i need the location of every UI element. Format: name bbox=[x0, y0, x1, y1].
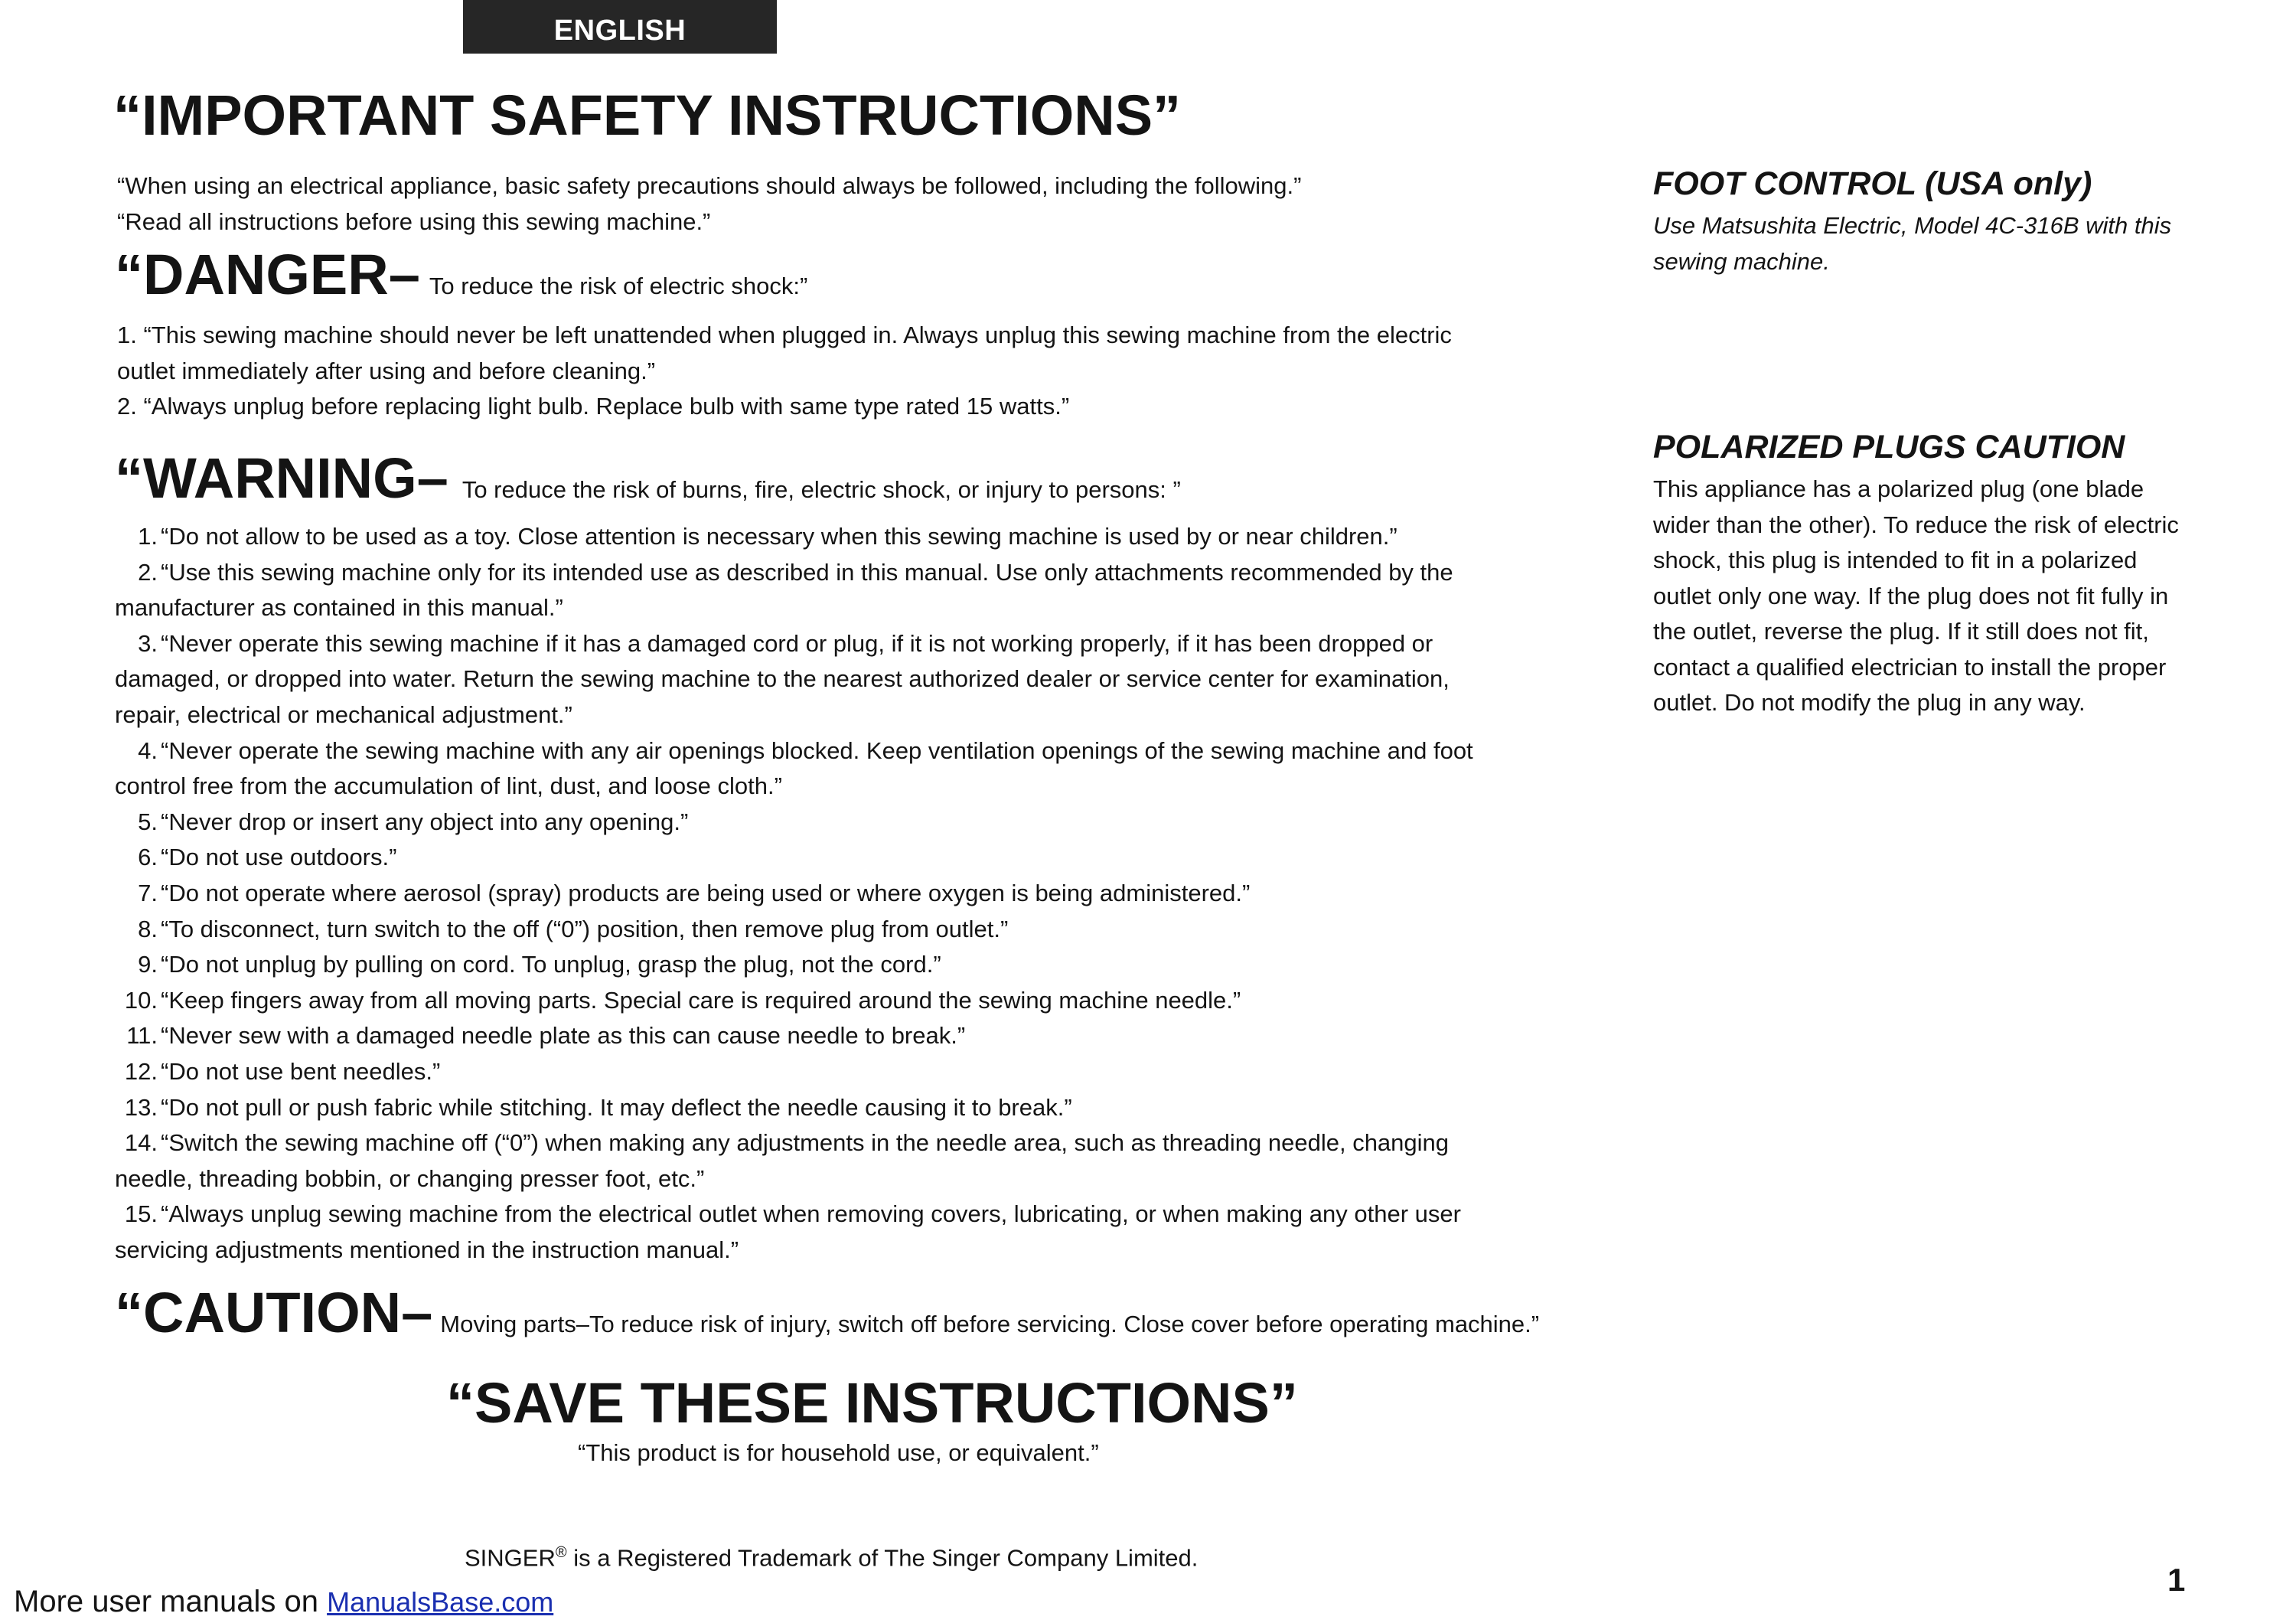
list-item bbox=[115, 733, 1473, 769]
caution-heading-row bbox=[115, 1280, 1539, 1345]
list-item-continuation: needle, threading bobbin, or changing presser foot, etc.” bbox=[115, 1164, 705, 1192]
intro-text bbox=[117, 168, 1301, 240]
foot-control-line: sewing machine. bbox=[1653, 247, 1830, 275]
danger-list bbox=[117, 318, 1452, 425]
item-number: 14. bbox=[124, 1129, 158, 1157]
danger-subtitle: To reduce the risk of electric shock:” bbox=[429, 273, 808, 299]
manualsbase-link[interactable]: ManualsBase.com bbox=[327, 1586, 554, 1618]
list-item bbox=[115, 1018, 1473, 1054]
item-number: 13. bbox=[124, 1093, 158, 1121]
polarized-line: This appliance has a polarized plug (one blade bbox=[1653, 475, 2144, 502]
polarized-line: contact a qualified electrician to install the proper bbox=[1653, 653, 2167, 681]
list-item bbox=[115, 947, 1473, 983]
caution-dash: – bbox=[401, 1281, 433, 1344]
list-item bbox=[115, 519, 1473, 555]
danger-heading-row bbox=[115, 242, 807, 307]
polarized-line: outlet. Do not modify the plug in any way. bbox=[1653, 689, 2086, 716]
language-tab: ENGLISH bbox=[463, 0, 777, 54]
list-item bbox=[115, 1197, 1473, 1233]
item-text: “Use this sewing machine only for its intended use as described in this manual. Use only attachments recommended by the bbox=[161, 558, 1453, 586]
list-item bbox=[115, 983, 1473, 1019]
list-item-continuation: outlet immediately after using and before cleaning.” bbox=[117, 357, 656, 384]
caution-subtitle: Moving parts–To reduce risk of injury, switch off before servicing. Close cover before operating machine.” bbox=[440, 1311, 1540, 1337]
list-item bbox=[115, 1125, 1473, 1161]
list-item-continuation: repair, electrical or mechanical adjustment.” bbox=[115, 700, 572, 728]
trademark-text: is a Registered Trademark of The Singer Company Limited. bbox=[566, 1544, 1199, 1572]
page-title: “IMPORTANT SAFETY INSTRUCTIONS” bbox=[113, 83, 1182, 147]
item-number: 2. bbox=[117, 393, 137, 420]
trademark-brand: SINGER bbox=[465, 1544, 556, 1572]
list-item bbox=[115, 805, 1473, 841]
item-text: “Do not pull or push fabric while stitching. It may deflect the needle causing it to break.” bbox=[161, 1093, 1072, 1121]
item-number: 3. bbox=[138, 629, 158, 657]
polarized-line: wider than the other). To reduce the risk of electric bbox=[1653, 511, 2179, 538]
item-text: “Always unplug sewing machine from the electrical outlet when removing covers, lubricating, or when making any other user bbox=[161, 1200, 1461, 1228]
item-number: 15. bbox=[124, 1200, 158, 1228]
item-text: “This sewing machine should never be left unattended when plugged in. Always unplug this sewing machine from the electric bbox=[143, 322, 1452, 348]
warning-heading: “WARNING bbox=[115, 446, 417, 510]
warning-dash: – bbox=[416, 446, 448, 510]
caution-heading: “CAUTION bbox=[115, 1281, 402, 1344]
polarized-line: outlet only one way. If the plug does not fit fully in bbox=[1653, 582, 2169, 609]
item-text: “Never drop or insert any object into any opening.” bbox=[161, 808, 689, 835]
polarized-plugs-text bbox=[1653, 472, 2235, 721]
item-text: “Keep fingers away from all moving parts. Special care is required around the sewing machine needle.” bbox=[161, 986, 1241, 1014]
item-text: “Never operate this sewing machine if it has a damaged cord or plug, if it is not working properly, if it has been dropped or bbox=[161, 629, 1433, 657]
save-instructions-subtitle: “This product is for household use, or equivalent.” bbox=[578, 1439, 1099, 1466]
list-item bbox=[115, 1090, 1473, 1126]
list-item bbox=[115, 555, 1473, 591]
intro-line: “When using an electrical appliance, basic safety precautions should always be followed, including the following.” bbox=[117, 172, 1302, 199]
item-number: 10. bbox=[124, 986, 158, 1014]
danger-dash: – bbox=[388, 243, 420, 306]
item-number: 7. bbox=[138, 879, 158, 906]
item-text: “Do not allow to be used as a toy. Close attention is necessary when this sewing machine is used by or near children.” bbox=[161, 523, 1397, 550]
list-item bbox=[117, 389, 1452, 425]
list-item-continuation: control free from the accumulation of lint, dust, and loose cloth.” bbox=[115, 772, 782, 800]
item-number: 2. bbox=[138, 558, 158, 586]
item-number: 12. bbox=[124, 1057, 158, 1085]
foot-control-title: FOOT CONTROL (USA only) bbox=[1653, 165, 2092, 202]
intro-line: “Read all instructions before using this sewing machine.” bbox=[117, 207, 711, 235]
item-text: “To disconnect, turn switch to the off (“0”) position, then remove plug from outlet.” bbox=[161, 915, 1009, 942]
footer bbox=[14, 1585, 553, 1619]
item-number: 4. bbox=[138, 736, 158, 764]
item-text: “Do not use outdoors.” bbox=[161, 844, 397, 871]
foot-control-line: Use Matsushita Electric, Model 4C-316B with this bbox=[1653, 212, 2172, 239]
warning-subtitle: To reduce the risk of burns, fire, electric shock, or injury to persons: ” bbox=[461, 476, 1181, 503]
polarized-plugs-title: POLARIZED PLUGS CAUTION bbox=[1653, 429, 2125, 465]
item-text: “Do not unplug by pulling on cord. To unplug, grasp the plug, not the cord.” bbox=[161, 951, 941, 978]
list-item bbox=[115, 912, 1473, 948]
item-text: “Always unplug before replacing light bulb. Replace bulb with same type rated 15 watts.” bbox=[143, 393, 1070, 420]
warning-list bbox=[115, 519, 1473, 1268]
item-number: 8. bbox=[138, 915, 158, 942]
item-text: “Switch the sewing machine off (“0”) when making any adjustments in the needle area, such as threading needle, changing bbox=[161, 1129, 1450, 1157]
page-number: 1 bbox=[2167, 1562, 2186, 1598]
list-item-continuation: manufacturer as contained in this manual.” bbox=[115, 594, 563, 622]
registered-mark: ® bbox=[555, 1544, 567, 1561]
item-number: 1. bbox=[138, 523, 158, 550]
list-item-continuation: damaged, or dropped into water. Return the sewing machine to the nearest authorized dealer or service center for examination, bbox=[115, 665, 1450, 693]
danger-heading: “DANGER bbox=[115, 243, 389, 306]
item-number: 5. bbox=[138, 808, 158, 835]
item-number: 1. bbox=[117, 322, 137, 348]
save-instructions-title: “SAVE THESE INSTRUCTIONS” bbox=[446, 1371, 1298, 1435]
list-item bbox=[115, 626, 1473, 662]
warning-heading-row bbox=[115, 446, 1181, 511]
item-number: 6. bbox=[138, 844, 158, 871]
item-text: “Do not operate where aerosol (spray) products are being used or where oxygen is being administered.” bbox=[161, 879, 1251, 906]
list-item bbox=[117, 318, 1452, 354]
item-text: “Never sew with a damaged needle plate as this can cause needle to break.” bbox=[161, 1022, 966, 1050]
footer-prefix: More user manuals on bbox=[14, 1585, 328, 1618]
item-number: 11. bbox=[126, 1022, 158, 1050]
list-item-continuation: servicing adjustments mentioned in the instruction manual.” bbox=[115, 1236, 739, 1263]
polarized-line: the outlet, reverse the plug. If it still does not fit, bbox=[1653, 618, 2149, 645]
item-text: “Do not use bent needles.” bbox=[161, 1057, 441, 1085]
item-text: “Never operate the sewing machine with any air openings blocked. Keep ventilation openings of the sewing machine and foot bbox=[161, 736, 1473, 764]
list-item bbox=[115, 876, 1473, 912]
list-item bbox=[115, 1054, 1473, 1090]
polarized-line: shock, this plug is intended to fit in a polarized bbox=[1653, 547, 2138, 573]
list-item bbox=[115, 840, 1473, 876]
foot-control-text bbox=[1653, 208, 2235, 279]
item-number: 9. bbox=[138, 951, 158, 978]
trademark-notice bbox=[465, 1544, 1198, 1572]
